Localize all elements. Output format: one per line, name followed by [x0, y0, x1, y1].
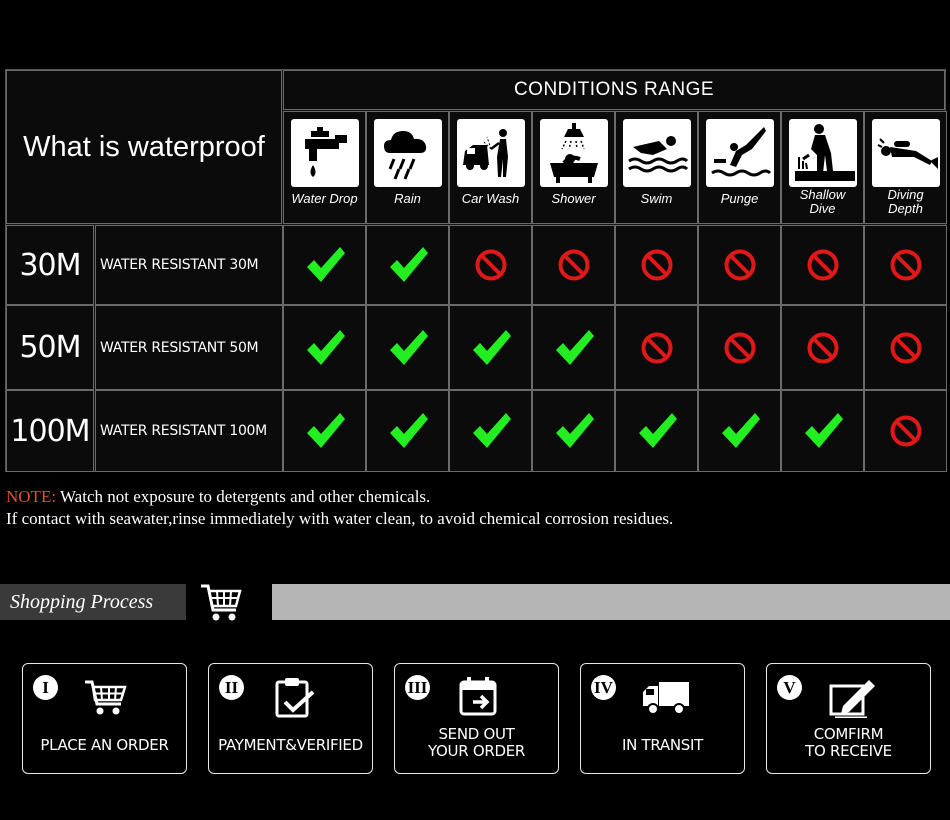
note-line-2: If contact with seawater,rinse immediately with water clean, to avoid chemical corrosion residues. [6, 509, 674, 528]
condition-column [283, 111, 366, 224]
table-title-cell [6, 70, 282, 224]
process-step [580, 663, 745, 774]
condition-label: Swim [640, 191, 673, 206]
check-icon [781, 390, 864, 472]
rain-cloud-icon [374, 119, 442, 187]
row-description: WATER RESISTANT 50M [95, 305, 283, 390]
shopping-cart-icon [198, 580, 244, 624]
truck-icon [641, 676, 689, 718]
row-depth-label: 30M [6, 225, 94, 305]
shopping-process-label: Shopping Process [0, 584, 186, 620]
condition-label: Shallow Dive [799, 187, 846, 216]
step-number: II [219, 675, 244, 700]
condition-label: Diving Depth [887, 187, 924, 216]
step-label: IN TRANSIT [622, 736, 703, 754]
condition-column [449, 111, 532, 224]
faucet-drop-icon [291, 119, 359, 187]
shallow-dive-icon [789, 119, 857, 187]
conditions-header: CONDITIONS RANGE [283, 70, 945, 110]
car-wash-icon [457, 119, 525, 187]
cart-icon [83, 676, 131, 718]
clipboard-check-icon [269, 676, 317, 718]
process-step [22, 663, 187, 774]
condition-column [366, 111, 449, 224]
condition-label: Punge [720, 191, 759, 206]
scuba-diver-icon [872, 119, 940, 187]
condition-label: Shower [551, 191, 596, 206]
prohibited-icon [781, 225, 864, 305]
step-label: COMFIRM TO RECEIVE [805, 725, 892, 760]
step-label: SEND OUT YOUR ORDER [428, 725, 525, 760]
condition-label: Water Drop [291, 191, 358, 206]
step-label: PAYMENT&VERIFIED [218, 736, 363, 754]
process-step [766, 663, 931, 774]
prohibited-icon [698, 225, 781, 305]
prohibited-icon [615, 305, 698, 390]
check-icon [449, 305, 532, 390]
note-prefix: NOTE: [6, 487, 57, 506]
check-icon [283, 390, 366, 472]
check-icon [449, 390, 532, 472]
prohibited-icon [532, 225, 615, 305]
process-step [208, 663, 373, 774]
note-text: Watch not exposure to detergents and other chemicals. [56, 487, 431, 506]
condition-column [615, 111, 698, 224]
step-label: PLACE AN ORDER [40, 736, 169, 754]
check-icon [366, 225, 449, 305]
check-icon [366, 390, 449, 472]
prohibited-icon [615, 225, 698, 305]
step-number: V [777, 675, 802, 700]
row-description: WATER RESISTANT 100M [95, 390, 283, 472]
shower-icon [540, 119, 608, 187]
calendar-send-icon [455, 676, 503, 718]
check-icon [283, 305, 366, 390]
step-number: IV [591, 675, 616, 700]
prohibited-icon [864, 305, 947, 390]
condition-column [864, 111, 947, 224]
prohibited-icon [781, 305, 864, 390]
condition-column [532, 111, 615, 224]
prohibited-icon [698, 305, 781, 390]
row-description: WATER RESISTANT 30M [95, 225, 283, 305]
step-number: III [405, 675, 430, 700]
condition-column [698, 111, 781, 224]
check-icon [532, 305, 615, 390]
prohibited-icon [864, 225, 947, 305]
row-depth-label: 50M [6, 305, 94, 390]
condition-column [781, 111, 864, 224]
condition-label: Car Wash [461, 191, 520, 206]
edit-confirm-icon [827, 676, 875, 718]
step-number: I [33, 675, 58, 700]
check-icon [532, 390, 615, 472]
dive-jump-icon [706, 119, 774, 187]
condition-label: Rain [394, 191, 421, 206]
table-title: What is waterproof [23, 130, 265, 163]
prohibited-icon [864, 390, 947, 472]
process-step [394, 663, 559, 774]
note-line-1 [6, 487, 430, 507]
row-depth-label: 100M [6, 390, 94, 472]
check-icon [283, 225, 366, 305]
check-icon [615, 390, 698, 472]
shopping-process-bar [272, 584, 950, 620]
swimmer-icon [623, 119, 691, 187]
check-icon [698, 390, 781, 472]
check-icon [366, 305, 449, 390]
prohibited-icon [449, 225, 532, 305]
